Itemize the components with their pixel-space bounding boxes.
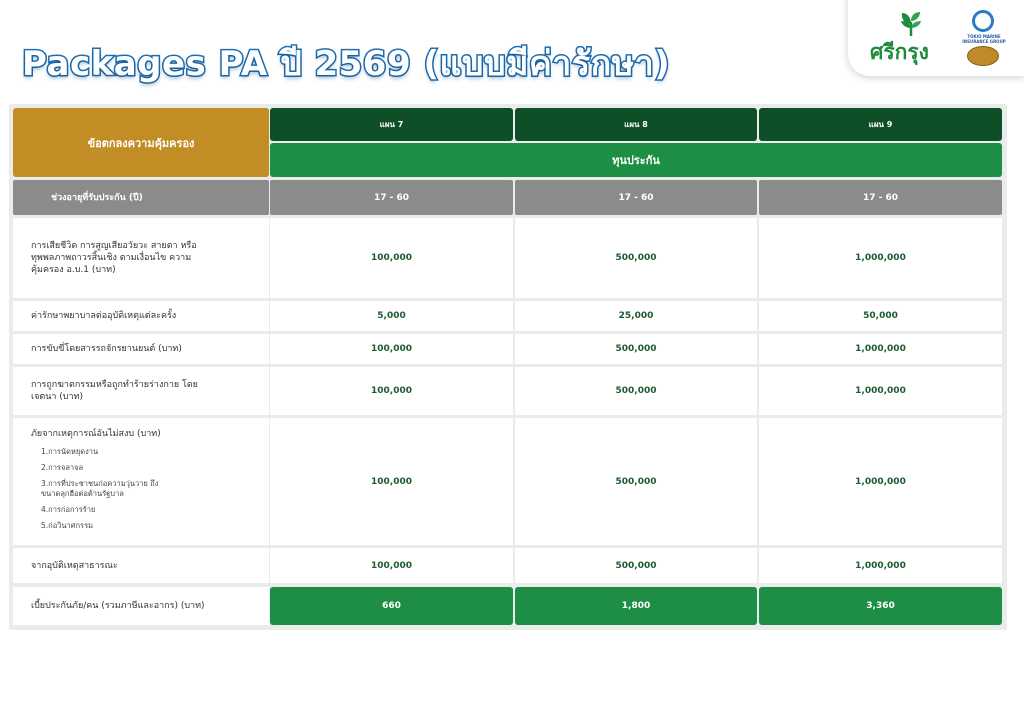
premium-plan-9: 3,360 [759, 587, 1002, 625]
assault-plan-7: 100,000 [270, 367, 513, 415]
unrest-cell [13, 418, 269, 545]
partner-logo-text: TOKIO MARINE INSURANCE GROUP [962, 34, 1006, 44]
medical-label: ค่ารักษาพยาบาลต่ออุบัติเหตุแต่ละครั้ง [13, 301, 269, 331]
public-accident-label: จากอุบัติเหตุสาธารณะ [13, 548, 269, 583]
premium-plan-7: 660 [270, 587, 513, 625]
unrest-item-terrorism: 4.การก่อการร้าย [41, 505, 96, 514]
motorcycle-plan-7: 100,000 [270, 334, 513, 364]
medical-plan-8: 25,000 [515, 301, 757, 331]
public-accident-plan-9: 1,000,000 [759, 548, 1002, 583]
death-coverage-plan-8: 500,000 [515, 218, 757, 298]
death-coverage-plan-9: 1,000,000 [759, 218, 1002, 298]
sum-insured-header: ทุนประกัน [270, 143, 1002, 177]
age-plan-7: 17 - 60 [270, 180, 513, 215]
plan-header-7: แผน 7 [270, 108, 513, 141]
public-accident-plan-7: 100,000 [270, 548, 513, 583]
plan-header-9: แผน 9 [759, 108, 1002, 141]
unrest-label: ภัยจากเหตุการณ์อันไม่สงบ (บาท) [31, 429, 161, 439]
public-accident-plan-8: 500,000 [515, 548, 757, 583]
tokio-marine-logo-icon [972, 10, 994, 32]
coverage-header: ข้อตกลงความคุ้มครอง [13, 108, 269, 177]
premium-label: เบี้ยประกันภัย/คน (รวมภาษีและอากร) (บาท) [13, 587, 269, 625]
medical-plan-7: 5,000 [270, 301, 513, 331]
unrest-plan-7: 100,000 [270, 418, 513, 545]
motorcycle-label: การขับขี่โดยสารรถจักรยานยนต์ (บาท) [13, 334, 269, 364]
age-plan-9: 17 - 60 [759, 180, 1002, 215]
unrest-item-sabotage: 5.ก่อวินาศกรรม [41, 521, 94, 530]
brand-logo-text: ศรีกรุง [870, 40, 929, 64]
assault-plan-8: 500,000 [515, 367, 757, 415]
assault-label: การถูกฆาตกรรมหรือถูกทำร้ายร่างกาย โดยเจตนา (บาท) [13, 367, 269, 415]
unrest-item-uprising: 3.การที่ประชาชนก่อความวุ่นวาย ถึงขนาดลุกฮือต่อต้านรัฐบาล [41, 479, 159, 498]
unrest-item-strike: 1.การนัดหยุดงาน [41, 447, 99, 456]
sprout-icon [896, 8, 926, 38]
motorcycle-plan-9: 1,000,000 [759, 334, 1002, 364]
plan-header-8: แผน 8 [515, 108, 757, 141]
page-title: Packages PA ปี 2569 (แบบมีค่ารักษา) [22, 44, 671, 84]
age-row-label: ช่วงอายุที่รับประกัน (ปี) [13, 180, 269, 215]
death-coverage-label: การเสียชีวิต การสูญเสียอวัยวะ สายตา หรือทุพพลภาพถาวรสิ้นเชิง ตามเงื่อนไข ความคุ้มครอง อ.บ.1 (บาท) [13, 218, 269, 298]
age-plan-8: 17 - 60 [515, 180, 757, 215]
unrest-plan-8: 500,000 [515, 418, 757, 545]
unrest-plan-9: 1,000,000 [759, 418, 1002, 545]
death-coverage-plan-7: 100,000 [270, 218, 513, 298]
assault-plan-9: 1,000,000 [759, 367, 1002, 415]
unrest-item-riot: 2.การจลาจล [41, 463, 84, 472]
premium-plan-8: 1,800 [515, 587, 757, 625]
motorcycle-plan-8: 500,000 [515, 334, 757, 364]
medical-plan-9: 50,000 [759, 301, 1002, 331]
royal-seal-icon [967, 46, 999, 66]
